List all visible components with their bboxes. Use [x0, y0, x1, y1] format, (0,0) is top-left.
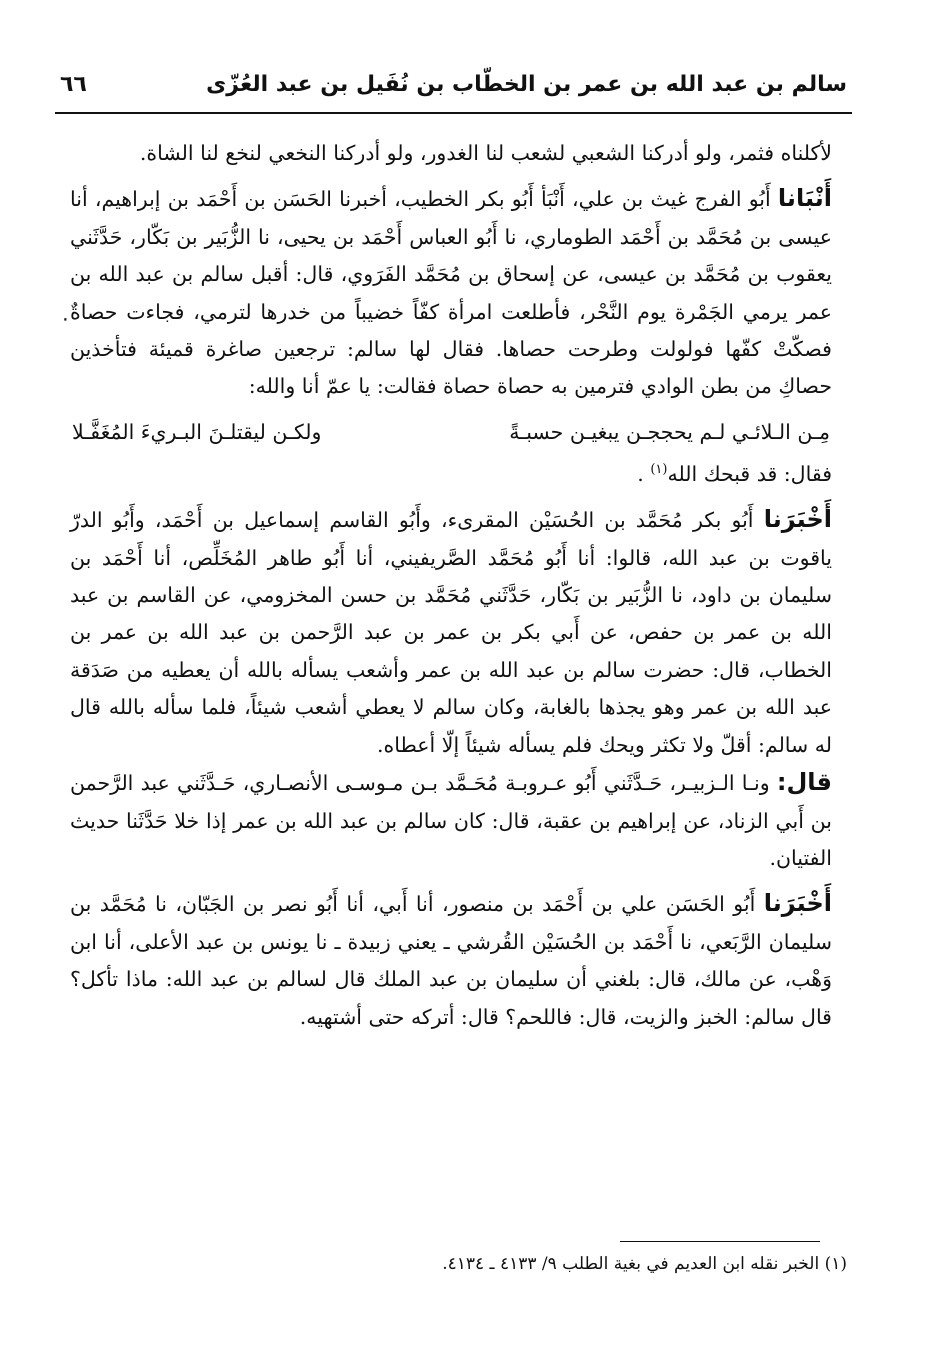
paragraph-6-text: أَبُو الحَسَن علي بن أَحْمَد بن منصور، أنا أَبي، أنا أَبُو نصر بن الجَبّان، نا مُحَمَّد بن سليمان الرَّبَعي، نا أَحْمَد بن الحُسَيْن القُرشي ـ يعني زبيدة ـ نا يونس بن عبد الأعلى، أنا ابن وَهْب، عن مالك، قال: بلغني أن سليمان بن عبد الملك قال لسالم بن عبد الله: ماذا تأكل؟ قال سالم: الخبز والزيت، قال: فاللحم؟ قال: أتركه حتى أشتهيه.: [70, 892, 832, 1029]
paragraph-2-text: أَبُو الفرج غيث بن علي، أَنْبَأ أَبُو بكر الخطيب، أخبرنا الحَسَن بن أَحْمَد بن إبراهيم، أنا عيسى بن مُحَمَّد بن أَحْمَد الطوماري، نا أَبُو العباس أَحْمَد بن يحيى، نا الزُّبَير بن بَكّار، حَدَّثَني يعقوب بن مُحَمَّد بن عيسى، عن إسحاق بن مُحَمَّد الفَرَوي، قال: أقبل سالم بن عبد الله بن عمر يرمي الجَمْرة يوم النَّحْر، فأطلعت امرأة كفّاً خضيباً من خدرها لترمي، فجاءت حصاةٌ فصكّتْ كفّها فولولت وطرحت حصاها. فقال لها سالم: ترجعين صاغرة قميئة فتأخذين حصاكِ من بطن الوادي فترمين به حصاة حصاة فقالت: يا عمّ أنا والله:: [70, 187, 832, 399]
paragraph-3-end: .: [637, 461, 644, 486]
footnote-text: الخبر نقله ابن العديم في بغية الطلب ٩/ ٤١٣٣ ـ ٤١٣٤.: [442, 1254, 820, 1274]
paragraph-1-text: لأكلناه فثمر، ولو أدركنا الشعبي لشعب لنا الغدور، ولو أدركنا النخعي لنخع لنا الشاة.: [139, 141, 832, 165]
paragraph-6-lead: أَخْبَرَنا: [763, 889, 832, 918]
page-number: ٦٦: [60, 72, 87, 97]
header-rule: [55, 112, 852, 114]
paragraph-5-text: ونـا الـزبيـر، حَـدَّثَني أَبُو عـروبـة مُحَـمَّد بـن مـوسـى الأنصـاري، حَـدَّثَني عبد الرَّحمن بن أَبي الزناد، عن إبراهيم بن عقبة، قال: كان سالم بن عبد الله بن عمر إذا خلا حَدَّثَنا حديث الفتيان.: [70, 771, 832, 870]
paragraph-4-lead: أَخْبَرَنا: [763, 505, 832, 534]
paragraph-6: [70, 885, 832, 1036]
paragraph-4: [70, 501, 832, 764]
main-text: [70, 135, 832, 1036]
paragraph-1: [70, 135, 832, 172]
footnote: [70, 1250, 847, 1278]
paragraph-3: [70, 456, 832, 493]
paragraph-3-text: فقال: قد قبحك الله: [667, 461, 832, 486]
running-head: [60, 70, 847, 110]
paragraph-2: [70, 180, 832, 405]
margin-mark: ٠: [60, 306, 71, 330]
footnote-number: (١): [824, 1254, 847, 1274]
poetry-verse: [70, 412, 832, 452]
footnote-ref: (١): [650, 462, 668, 478]
verse-second-hemistich: ولكـن ليقتلـنَ البـريءَ المُغَفَّـلا: [72, 419, 322, 444]
footnote-rule: [620, 1241, 820, 1242]
verse-first-hemistich: مِـن الـلائـي لـم يحججـن يبغيـن حسبـةً: [509, 419, 830, 444]
running-head-title: سالم بن عبد الله بن عمر بن الخطّاب بن نُفَيل بن عبد العُزّى: [206, 72, 847, 97]
paragraph-5-lead: قال:: [776, 768, 832, 797]
paragraph-2-lead: أَنْبَانا: [777, 184, 832, 213]
paragraph-4-text: أَبُو بكر مُحَمَّد بن الحُسَيْن المقرىء، وأَبُو القاسم إسماعيل بن أَحْمَد، وأَبُو الدرّ ياقوت بن عبد الله، قالوا: أنا أَبُو مُحَمَّد الصَّريفيني، أنا أَبُو طاهر المُخَلِّص، أنا أَحْمَد بن سليمان بن داود، نا الزُّبَير بن بَكّار، حَدَّثَني مُحَمَّد بن حسن المخزومي، عن القاسم بن عبد الله بن عمر بن حفص، عن أَبي بكر بن عمر بن عبد الرَّحمن بن عبد الله بن عمر بن الخطاب، قال: حضرت سالم بن عبد الله بن عمر وأشعب يسأله بالله أن يعطيه من صَدَقة عبد الله بن عمر وهو يجذها بالغابة، وكان سالم لا يعطي أشعب شيئاً، فلما سأله بالله قال له سالم: أقلّ ولا تكثر ويحك فلم يسأله شيئاً إلّا أعطاه.: [70, 508, 832, 757]
paragraph-5: [70, 764, 832, 877]
